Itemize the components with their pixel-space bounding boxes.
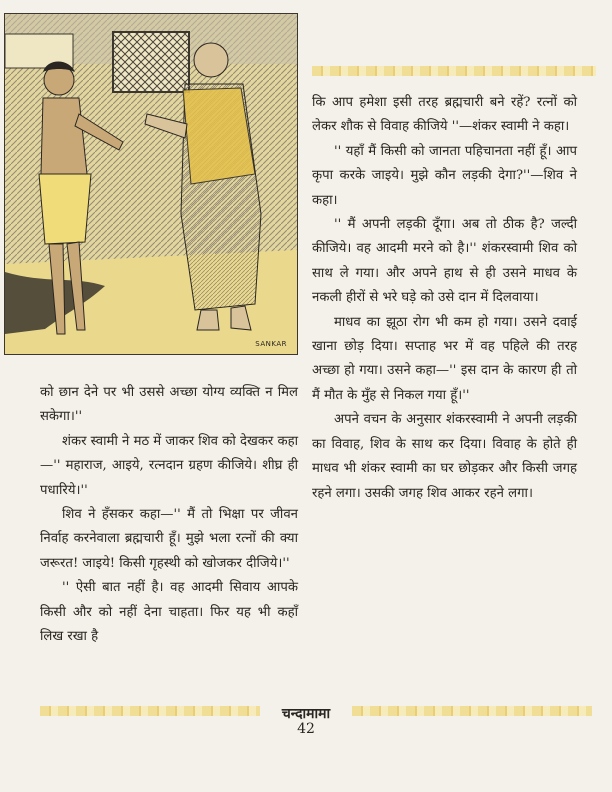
magazine-title: चन्दामामा — [281, 706, 331, 722]
left-paragraph-4: '' ऐसी बात नहीं है। वह आदमी सिवाय आपके किसी और को नहीं देना चाहता। फिर यह भी कहाँ लिख रखा है — [40, 580, 298, 645]
left-paragraph-3: शिव ने हँसकर कहा—'' मैं तो भिक्षा पर जीवन निर्वाह करनेवाला ब्रह्मचारी हूँ। मुझे भला रत्नों की क्या जरूरत! जाइये! किसी गृहस्थी को खोजकर दीजिये।'' — [40, 507, 298, 571]
story-illustration — [4, 13, 298, 355]
right-paragraph-4: माधव का झूठा रोग भी कम हो गया। उसने दवाई खाना छोड़ दिया। सप्ताह भर में वह पहिले की तरह अच्छा हो गया। उसने कहा—'' इस दान के कारण ही तो मैं मौत के मुँह से निकल गया हूँ।'' — [312, 314, 577, 403]
page-number: 42 — [297, 721, 315, 737]
right-column — [312, 91, 577, 506]
left-column — [40, 381, 298, 649]
artist-signature: SANKAR — [255, 340, 287, 348]
illustration-drawing — [5, 14, 297, 354]
right-paragraph-1: कि आप हमेशा इसी तरह ब्रह्मचारी बने रहें? रत्नों को लेकर शौक से विवाह कीजिये ''—शंकर स्वामी ने कहा। — [312, 95, 577, 135]
left-paragraph-1: को छान देने पर भी उससे अच्छा योग्य व्यक्ति न मिल सकेगा।'' — [40, 385, 298, 425]
right-paragraph-3: '' मैं अपनी लड़की दूँगा। अब तो ठीक है? जल्दी कीजिये। वह आदमी मरने को है।'' शंकरस्वामी शिव को साथ ले गया। और अपने हाथ से ही उसने माधव के नकली हीरों से भरे घड़े को उसे दान में दिलवाया। — [312, 217, 577, 306]
right-paragraph-5: अपने वचन के अनुसार शंकरस्वामी ने अपनी लड़की का विवाह, शिव के साथ कर दिया। विवाह के होते ही माधव भी शंकर स्वामी का घर छोड़कर और किसी जगह रहने लगा। उसकी जगह शिव आकर रहने लगा। — [312, 412, 577, 501]
left-paragraph-2: शंकर स्वामी ने मठ में जाकर शिव को देखकर कहा—'' महाराज, आइये, रत्नदान ग्रहण कीजिये। शीघ्र ही पधारिये।'' — [40, 433, 298, 498]
top-decorative-band — [312, 66, 596, 76]
right-paragraph-2: '' यहाँ मैं किसी को जानता पहिचानता नहीं हूँ। आप कृपा करके जाइये। मुझे कौन लड़की देगा?''—शिव ने कहा। — [312, 143, 577, 208]
lattice-window — [113, 32, 189, 92]
